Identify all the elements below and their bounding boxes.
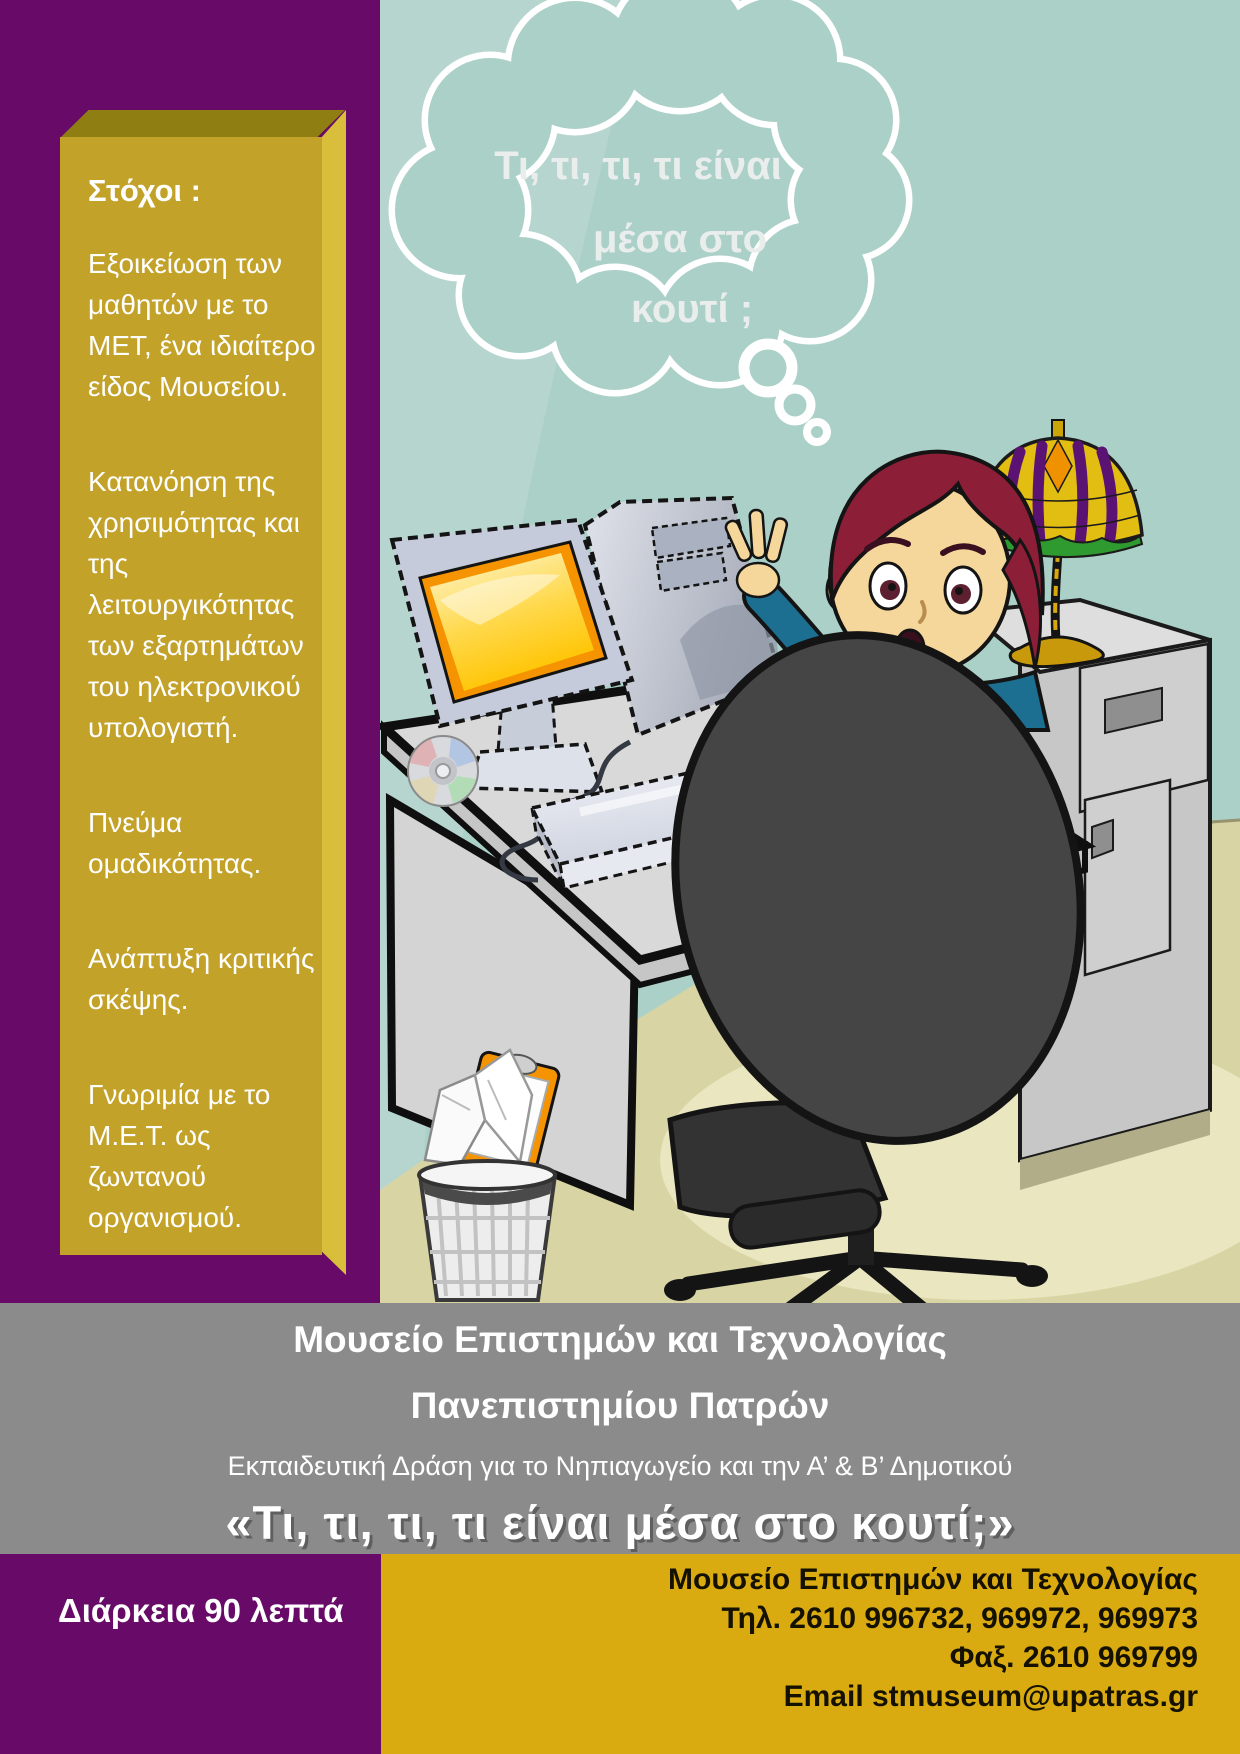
goal-item: Κατανόηση της χρησιμότητας και της λειτουργικότητας των εξαρτημάτων του ηλεκτρονικού υπολογιστή. <box>88 466 304 743</box>
footer <box>0 1554 1240 1754</box>
contact-block <box>381 1554 1240 1754</box>
museum-title-line2: Πανεπιστημίου Πατρών <box>410 1385 830 1426</box>
scene-illustration <box>380 0 1240 1303</box>
goal-item: Εξοικείωση των μαθητών με το ΜΕΤ, ένα ιδιαίτερο είδος Μουσείου. <box>88 248 316 402</box>
goals-box-top-face <box>60 110 345 138</box>
cd-disc-icon <box>408 736 478 806</box>
goals-box <box>60 137 322 1255</box>
contact-fax: Φαξ. 2610 969799 <box>949 1641 1198 1674</box>
goals-title: Στόχοι : <box>88 173 201 208</box>
contact-email: Email stmuseum@upatras.gr <box>783 1680 1198 1713</box>
goal-item: Γνωριμία με το Μ.Ε.Τ. ως ζωντανού οργανισμού. <box>88 1079 271 1233</box>
program-headline: «Τι, τι, τι, τι είναι μέσα στο κουτί;» <box>225 1496 1015 1549</box>
program-subtitle: Εκπαιδευτική Δράση για το Νηπιαγωγείο και την Α’ & Β’ Δημοτικού <box>227 1451 1013 1481</box>
bubble-text-line: μέσα στο <box>592 217 768 261</box>
contact-org: Μουσείο Επιστημών και Τεχνολογίας <box>668 1563 1198 1596</box>
museum-title-line1: Μουσείο Επιστημών και Τεχνολογίας <box>293 1319 947 1360</box>
sidebar <box>0 0 380 1303</box>
bubble-text-line: κουτί ; <box>630 287 754 331</box>
goal-item: Ανάπτυξη κριτικής σκέψης. <box>88 943 315 1015</box>
title-band <box>0 1303 1240 1554</box>
duration-text: Διάρκεια 90 λεπτά <box>58 1592 344 1629</box>
goals-box-right-face <box>322 110 346 1275</box>
goal-item: Πνεύμα ομαδικότητας. <box>88 807 262 879</box>
duration-block <box>0 1554 381 1754</box>
bubble-text-line: Τι, τι, τι, τι είναι <box>494 144 782 188</box>
contact-phone: Τηλ. 2610 996732, 969972, 969973 <box>721 1602 1198 1635</box>
